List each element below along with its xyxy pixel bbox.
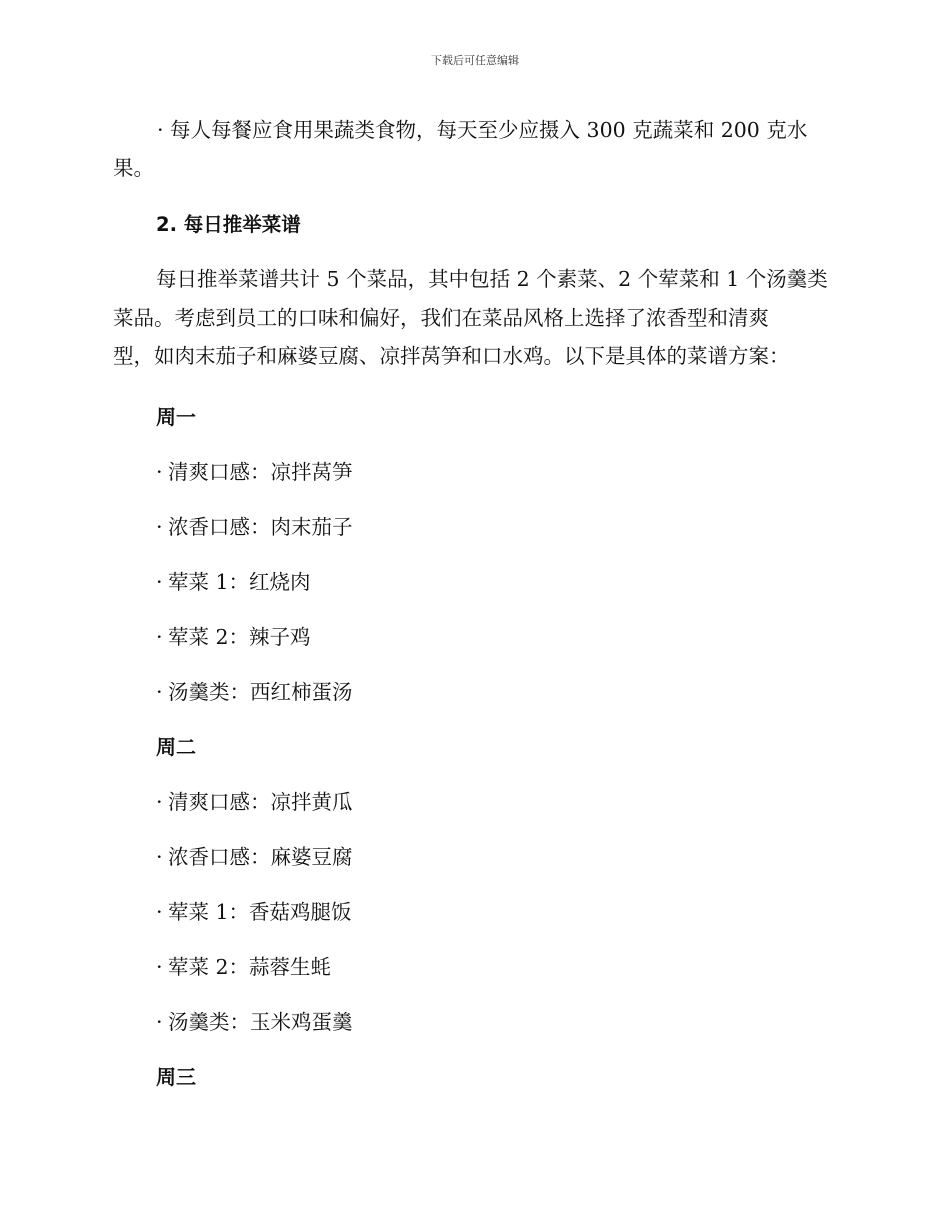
intro-paragraph bbox=[113, 111, 837, 187]
section-title: 2. 每日推举菜谱 bbox=[156, 213, 301, 236]
menu-item-text: 浓香口感：麻婆豆腐 bbox=[168, 845, 353, 869]
bullet-icon: · bbox=[156, 625, 163, 649]
menu-item bbox=[156, 840, 353, 874]
day-heading-monday: 周一 bbox=[156, 405, 196, 429]
menu-item-text: 清爽口感：凉拌黄瓜 bbox=[168, 790, 353, 814]
paragraph-line-1: 每日推举菜谱共计 5 个菜品，其中包括 2 个素菜、2 个荤菜和 1 个汤羹类 bbox=[156, 267, 828, 291]
bullet-icon: · bbox=[156, 515, 163, 539]
menu-item bbox=[156, 895, 352, 929]
bullet-icon: · bbox=[156, 790, 163, 814]
bullet-icon: · bbox=[156, 680, 163, 704]
menu-item bbox=[156, 620, 311, 654]
menu-item-text: 汤羹类：玉米鸡蛋羹 bbox=[168, 1010, 353, 1034]
paragraph-line-3: 型，如肉末茄子和麻婆豆腐、凉拌莴笋和口水鸡。以下是具体的菜谱方案： bbox=[113, 344, 790, 368]
menu-item bbox=[156, 1005, 353, 1039]
menu-item bbox=[156, 675, 353, 709]
menu-item-text: 荤菜 1：红烧肉 bbox=[168, 570, 311, 594]
menu-description-paragraph bbox=[113, 260, 837, 376]
menu-item bbox=[156, 785, 353, 819]
menu-item bbox=[156, 565, 311, 599]
menu-item bbox=[156, 455, 353, 489]
bullet-icon: · bbox=[156, 845, 163, 869]
menu-item-text: 浓香口感：肉末茄子 bbox=[168, 515, 353, 539]
day-heading-wednesday: 周三 bbox=[156, 1065, 196, 1089]
menu-item-text: 荤菜 2：蒜蓉生蚝 bbox=[168, 955, 332, 979]
bullet-icon: · bbox=[156, 460, 163, 484]
menu-item bbox=[156, 510, 353, 544]
bullet-icon: · bbox=[156, 900, 163, 924]
page-header: 下载后可任意编辑 bbox=[431, 54, 519, 67]
bullet-icon: · bbox=[156, 955, 163, 979]
menu-item-text: 荤菜 1：香菇鸡腿饭 bbox=[168, 900, 352, 924]
bullet-icon: · bbox=[156, 570, 163, 594]
intro-line-2: 果。 bbox=[113, 156, 154, 180]
bullet-icon: · bbox=[156, 1010, 163, 1034]
day-heading-tuesday: 周二 bbox=[156, 735, 196, 759]
menu-item-text: 荤菜 2：辣子鸡 bbox=[168, 625, 311, 649]
intro-line-1: · 每人每餐应食用果蔬类食物，每天至少应摄入 300 克蔬菜和 200 克水 bbox=[157, 118, 808, 142]
paragraph-line-2: 菜品。考虑到员工的口味和偏好，我们在菜品风格上选择了浓香型和清爽 bbox=[113, 305, 769, 330]
menu-item-text: 汤羹类：西红柿蛋汤 bbox=[168, 680, 353, 704]
menu-item-text: 清爽口感：凉拌莴笋 bbox=[168, 460, 353, 484]
menu-item bbox=[156, 950, 331, 984]
